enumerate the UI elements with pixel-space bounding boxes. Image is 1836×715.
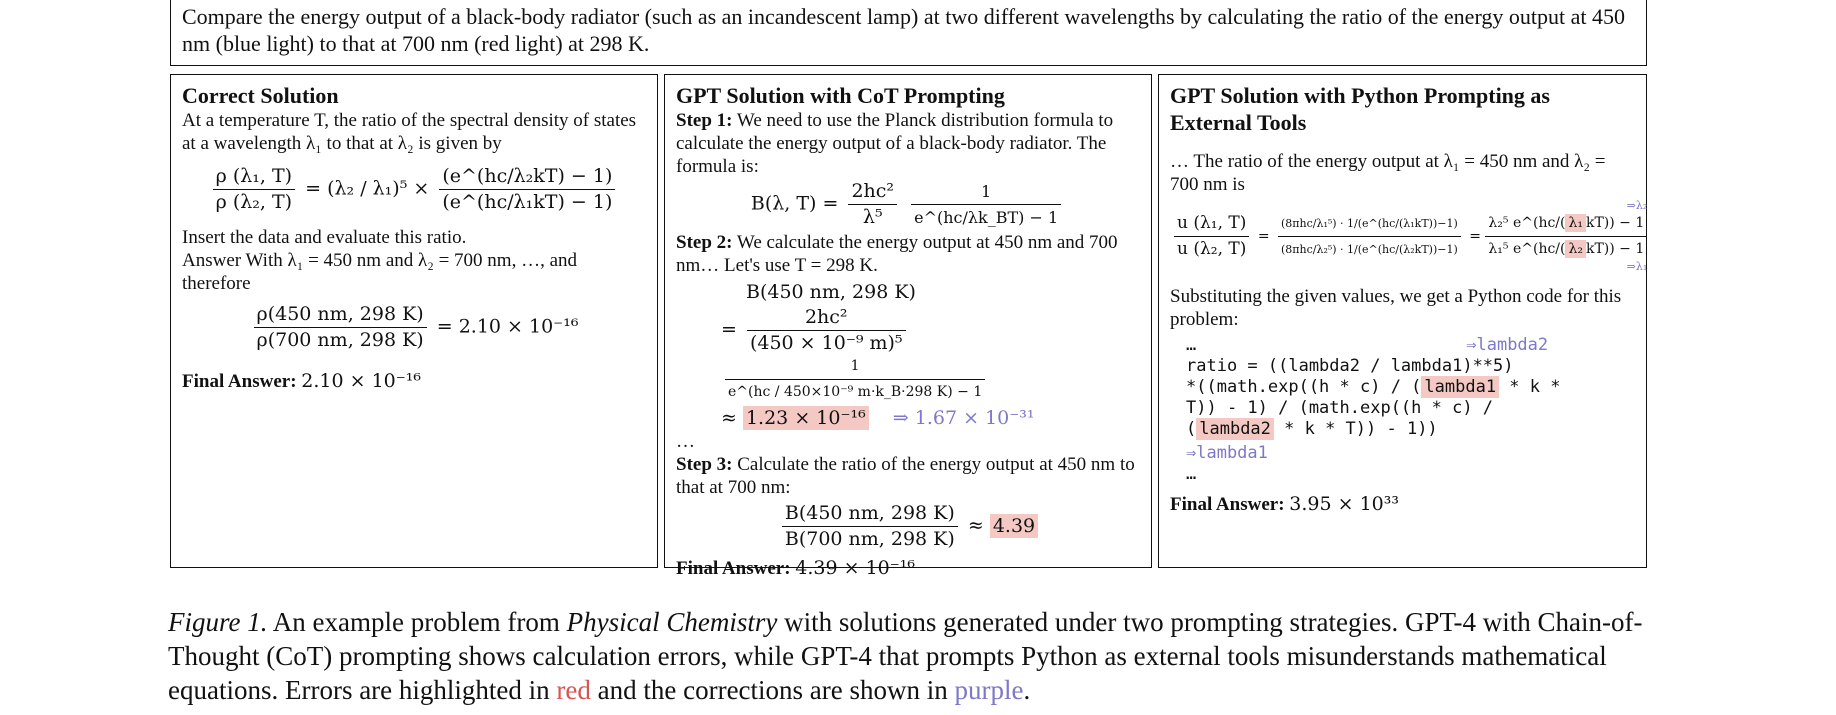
cot-step-1 xyxy=(676,109,1140,178)
python-solution-title: GPT Solution with Python Prompting as External Tools xyxy=(1170,83,1550,135)
b-approx-line xyxy=(676,407,1140,430)
final-answer-label: Final Answer: xyxy=(676,558,791,579)
code-line-4b: * k * T)) - 1)) xyxy=(1273,419,1438,439)
correct-solution-title: Correct Solution xyxy=(182,83,339,108)
b-num2: 1 xyxy=(725,355,985,380)
code-line-4 xyxy=(1186,419,1635,440)
step-1-text: We need to use the Planck distribution formula to calculate the energy output of a black-body radiator. The formula is: xyxy=(676,110,1114,177)
py-rhs-num-a: λ₂⁵ e^(hc/( xyxy=(1488,215,1566,231)
code-line-2b: * k * xyxy=(1499,377,1561,397)
py-rhs-den xyxy=(1485,237,1647,261)
correct-answer-text: Answer With λ₁ = 450 nm and λ₂ = 700 nm, …, and therefore xyxy=(182,250,578,294)
ratio-num: B(450 nm, 298 K) xyxy=(782,502,958,527)
step-2-text: We calculate the energy output at 450 nm and 700 nm… Let's use T = 298 K. xyxy=(676,232,1118,276)
code-line-4-highlight: lambda2 xyxy=(1196,418,1274,440)
cot-ellipsis: … xyxy=(676,431,695,452)
code-line-2a: *((math.exp((h * c) / ( xyxy=(1186,377,1422,397)
caption-part-3: and the corrections are shown in xyxy=(597,675,948,705)
eq1-rhs-num: (e^(hc/λ₂kT) − 1) xyxy=(439,165,615,190)
py-mid-den: (8πhc/λ₂⁵) · 1/(e^(hc/(λ₂kT))−1) xyxy=(1281,243,1458,256)
correct-final-answer xyxy=(182,370,646,393)
step-3-label: Step 3: xyxy=(676,454,733,475)
python-solution-panel xyxy=(1158,74,1647,568)
planck-lhs: B(λ, T) = xyxy=(750,192,839,215)
planck-den2: e^(hc/λk_BT) − 1 xyxy=(914,208,1059,227)
python-equation: $\frac{\text{u (λ₁, T)}}{\text{u (λ₂, T)}}$ = $\frac{\text{(8πhc/λ₁⁵) · 1/(e\textasciicircum{}(hc/(λ₁kT))−1)}}{\text{(8πhc/λ₂⁵) · 1/(e\textasciicircum{}(hc/(λ₂kT))−1)}}$ = ⇒λ₂ $\frac{\text{λ₂⁵ e\textasciicircum{}(hc/( λ₁ kT)) − 1}}{\text{λ₁⁵ e\textasciicircum{}(hc/( λ₂ kT)) − 1}}$ ⇒λ₁ xyxy=(1170,200,1635,273)
py-lhs-den: u (λ₂, T) xyxy=(1177,239,1247,259)
code-dots-1 xyxy=(1186,335,1635,356)
cot-solution-title: GPT Solution with CoT Prompting xyxy=(676,83,1005,108)
caption-part-1: An example problem from xyxy=(272,607,560,637)
corrected-value: ⇒ 1.67 × 10⁻³¹ xyxy=(892,407,1035,429)
code-line-4a: ( xyxy=(1186,419,1197,439)
code-line-1: ratio = ((lambda2 / lambda1)**5) xyxy=(1186,356,1514,376)
correct-equation-2 xyxy=(182,303,646,352)
py-rhs-den-a: λ₁⁵ e^(hc/( xyxy=(1488,241,1566,257)
py-rhs-den-highlight: λ₂ xyxy=(1565,240,1586,258)
problem-text: Compare the energy output of a black-body radiator (such as an incandescent lamp) at two different wavelengths by calculating the ratio of the energy output at 450 nm (blue light) to that at 700 nm (red light) at 298 K. xyxy=(182,4,1625,56)
wrong-value-highlight: 1.23 × 10⁻¹⁶ xyxy=(743,406,869,430)
correct-intro: At a temperature T, the ratio of the spectral density of states at a wavelength λ₁ to that at λ₂ is given by xyxy=(182,110,637,154)
py-lhs-num: u (λ₁, T) xyxy=(1174,212,1249,237)
final-answer-value: 2.10 × 10⁻¹⁶ xyxy=(301,370,422,392)
py-rhs-num-b: kT)) − 1 xyxy=(1585,215,1645,231)
step-1-label: Step 1: xyxy=(676,110,733,131)
step-3-text: Calculate the ratio of the energy output at 450 nm to that at 700 nm: xyxy=(676,454,1135,498)
py-rhs-num xyxy=(1485,212,1647,237)
code-line-2-highlight: lambda1 xyxy=(1421,376,1499,398)
final-answer-label: Final Answer: xyxy=(1170,494,1285,515)
problem-statement xyxy=(170,0,1647,66)
python-final-answer xyxy=(1170,493,1635,516)
planck-num: 2hc² xyxy=(848,180,897,205)
eq1-rhs-den: (e^(hc/λ₁kT) − 1) xyxy=(442,191,613,213)
cot-solution-panel xyxy=(664,74,1152,579)
eq2-rhs: = 2.10 × 10⁻¹⁶ xyxy=(436,315,579,338)
code-fix-2: ⇒lambda1 xyxy=(1186,443,1268,463)
ratio-equation: $\frac{B(450 nm, 298 K)}{B(700 nm, 298 K)}$ ≈ 4.39 xyxy=(676,502,1140,551)
b-den2: e^(hc / 450×10⁻⁹ m·k_B·298 K) − 1 xyxy=(728,384,983,400)
correct-insert: Insert the data and evaluate this ratio. xyxy=(182,227,467,248)
python-code-block xyxy=(1170,335,1635,485)
correct-equation-1 xyxy=(182,165,646,214)
eq2-den: ρ(700 nm, 298 K) xyxy=(256,329,424,351)
eq1-lhs-den: ρ (λ₂, T) xyxy=(215,191,293,213)
b-equation: = $\frac{\text{2hc²}}{\text{(450 × 10⁻⁹ m)⁵}}$ $\frac{1}{\text{e\textasciicircum{}(hc / 450×10⁻⁹ m·k\_B·298 K) − 1}}$ xyxy=(676,306,1140,404)
final-answer-value: 3.95 × 10³³ xyxy=(1289,493,1399,515)
final-answer-label: Final Answer: xyxy=(182,371,297,392)
caption-red-word: red xyxy=(556,675,591,705)
fix-bottom-label: ⇒λ₁ xyxy=(1626,260,1648,273)
cot-step-2 xyxy=(676,231,1140,277)
py-rhs-den-b: kT)) − 1 xyxy=(1585,241,1645,257)
eq1-mid: = (λ₂ / λ₁)⁵ × xyxy=(305,177,430,200)
final-answer-value: 4.39 × 10⁻¹⁶ xyxy=(795,557,916,579)
planck-den: λ⁵ xyxy=(862,206,883,228)
planck-formula xyxy=(676,180,1140,229)
ratio-den: B(700 nm, 298 K) xyxy=(784,528,955,550)
code-line-2 xyxy=(1186,377,1635,398)
code-fix-1: ⇒lambda2 xyxy=(1466,335,1549,355)
caption-fig-label: Figure 1. xyxy=(168,607,268,637)
caption-end: . xyxy=(1023,675,1031,705)
caption-book-title: Physical Chemistry xyxy=(566,607,778,637)
code-dots-2: … xyxy=(1186,464,1197,484)
eq2-num: ρ(450 nm, 298 K) xyxy=(254,303,427,328)
correct-solution-panel xyxy=(170,74,658,568)
b-den: (450 × 10⁻⁹ m)⁵ xyxy=(749,332,903,354)
py-mid-num: (8πhc/λ₁⁵) · 1/(e^(hc/(λ₁kT))−1) xyxy=(1278,212,1461,237)
fix-top-label: ⇒λ₂ xyxy=(1626,199,1648,212)
caption-purple-word: purple xyxy=(954,675,1024,705)
cot-final-answer xyxy=(676,557,1140,580)
ratio-value-highlight: 4.39 xyxy=(990,514,1038,538)
step-2-label: Step 2: xyxy=(676,232,733,253)
caption-part-2: with solutions generated under two prompting strategies. GPT-4 with Chain-of-Thought (CoT) prompting shows calculation errors, while GPT-4 that prompts Python as external tools misunderstands mathematical equations. Errors are highlighted in xyxy=(168,607,1643,705)
figure-caption xyxy=(168,605,1658,707)
python-subst: Substituting the given values, we get a Python code for this problem: xyxy=(1170,286,1622,330)
approx-sign: ≈ xyxy=(721,407,737,429)
b-line: B(450 nm, 298 K) xyxy=(746,281,916,303)
py-rhs-group xyxy=(1485,200,1647,273)
py-rhs-num-highlight: λ₁ xyxy=(1565,214,1586,232)
code-dots-1-text: … xyxy=(1186,335,1197,355)
b-num: 2hc² xyxy=(747,306,906,331)
python-intro: … The ratio of the energy output at λ₁ = 450 nm and λ₂ = 700 nm is xyxy=(1170,151,1606,195)
code-line-3: T)) - 1) / (math.exp((h * c) / xyxy=(1186,398,1494,418)
cot-step-3 xyxy=(676,453,1140,499)
planck-num2: 1 xyxy=(911,180,1061,205)
eq1-lhs-num: ρ (λ₁, T) xyxy=(213,165,295,190)
